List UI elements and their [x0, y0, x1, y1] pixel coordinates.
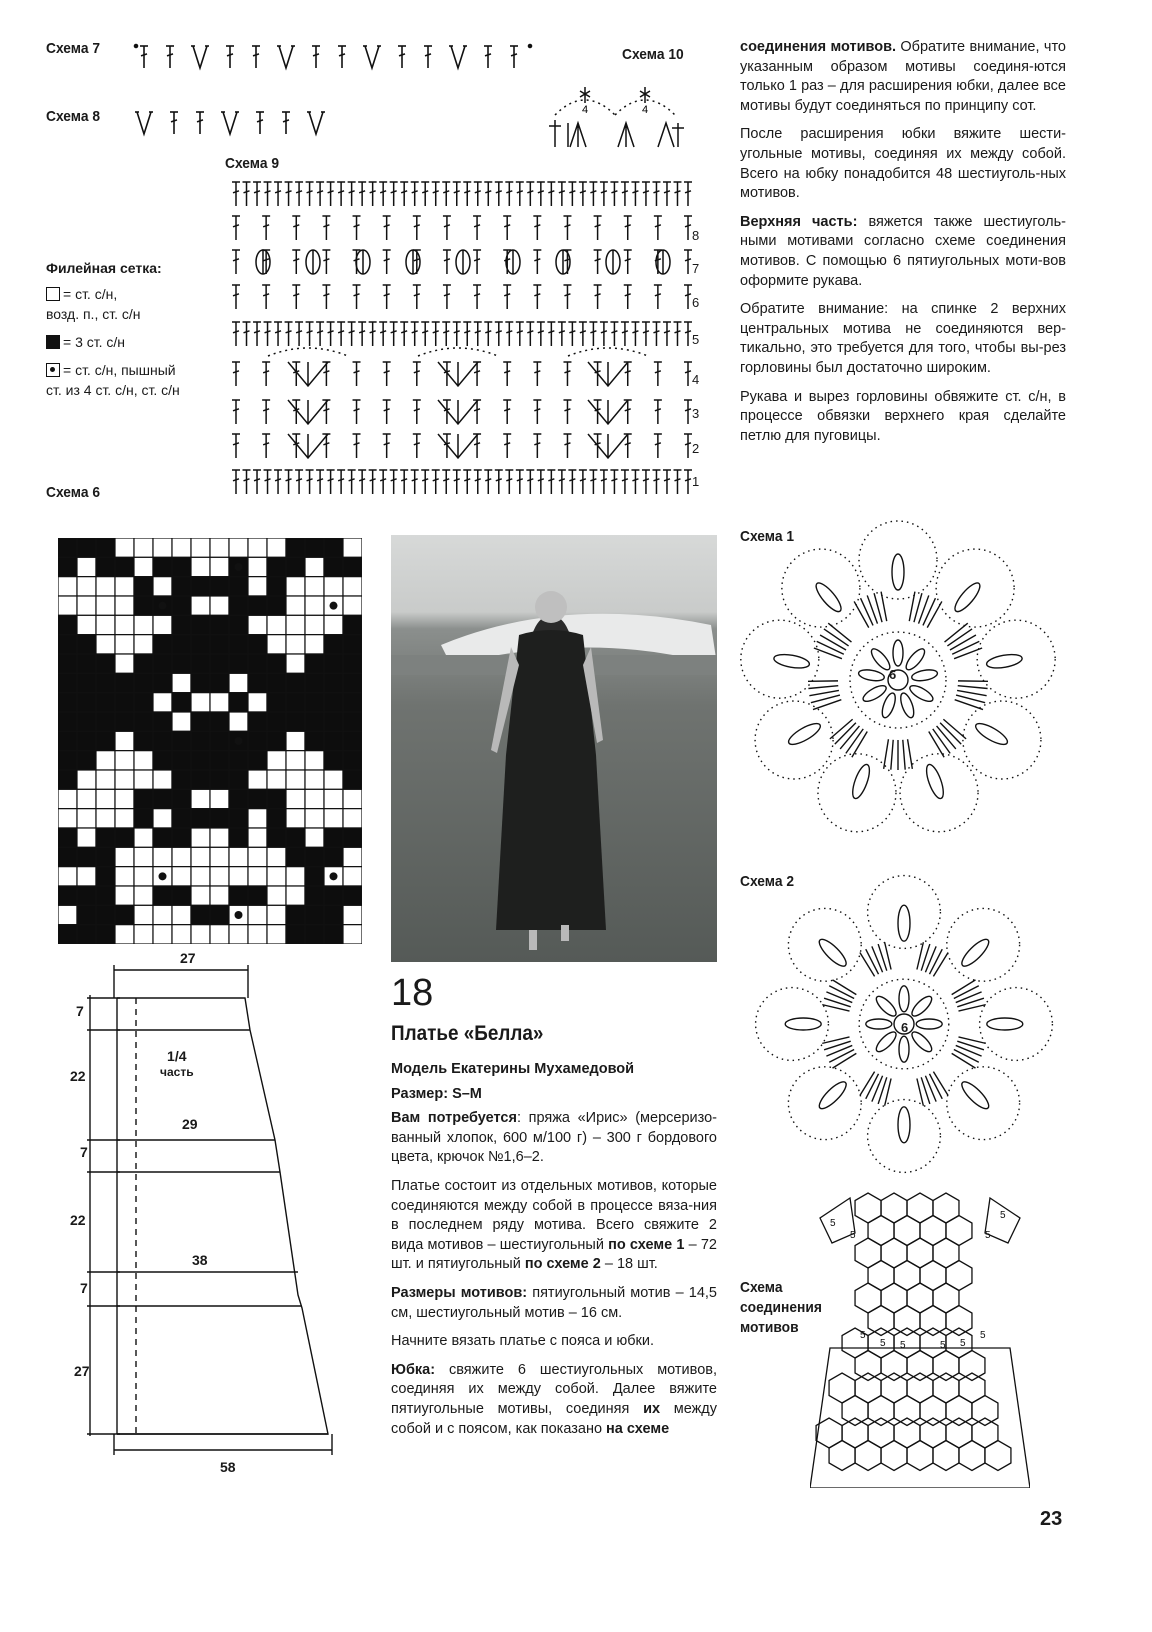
- scheme2-center-number: 6: [901, 1020, 909, 1035]
- p1-bold1: по схеме 1: [608, 1236, 685, 1253]
- scheme9-label: Схема 9: [225, 155, 280, 172]
- join-count: 5: [830, 1218, 836, 1229]
- scheme1-center-number: 6: [889, 667, 897, 682]
- scheme2-label: Схема 2: [740, 873, 795, 890]
- scheme9-row-2: 2: [692, 441, 700, 456]
- scheme9-row-6: 6: [692, 295, 700, 310]
- right-column: [740, 38, 1066, 455]
- skirt-label: Юбка:: [391, 1361, 436, 1378]
- right-p4: Обратите внимание: на спинке 2 верхних центральных мотива не соединяются вер-тикально, это требуется для того, чтобы вы-рез горловины был достаточно широким.: [740, 301, 1066, 376]
- dress-photo: [391, 535, 717, 962]
- scheme1-motif-diagram: [738, 508, 1068, 858]
- skirt-pattern-diagram: [70, 950, 360, 1485]
- scheme9-row-8: 8: [692, 228, 700, 243]
- scheme9-row-4: 4: [692, 372, 700, 387]
- right-p3: вяжется также шестиуголь-ными мотивами согласно схеме соединения мотивов. С помощью 6 пятиугольных моти-вов оформите рукава.: [740, 213, 1066, 289]
- page-number: 23: [1040, 1508, 1063, 1530]
- join-count: 5: [960, 1338, 966, 1349]
- scheme6-label: Схема 6: [46, 484, 101, 501]
- part-label: [160, 1048, 194, 1080]
- right-p2: После расширения юбки вяжите шести-угольные мотивы, соединяя их между собой. Всего на юбку понадобится 48 шестиуголь-ных мотивов.: [740, 126, 1066, 202]
- part-fraction: 1/4: [167, 1048, 187, 1064]
- scheme10-label: Схема 10: [622, 46, 684, 63]
- sizes-label: Размеры мотивов:: [391, 1284, 528, 1301]
- dim-h4: 22: [70, 1212, 86, 1228]
- dim-h1: 7: [76, 1003, 84, 1019]
- scheme10-count-b: 4: [642, 104, 649, 116]
- article-size: Размер: S–M: [391, 1085, 482, 1102]
- p1: Платье состоит из отдельных мотивов, которые соединяются между собой в процессе вяза-ния в последнем ряду мотива. Всего свяжите 2 вида мотивов – шестиугольный: [391, 1177, 717, 1253]
- scheme1-label: Схема 1: [740, 528, 795, 545]
- skirt-bold: их: [643, 1400, 661, 1417]
- scheme9-row-7: 7: [692, 261, 700, 276]
- p1-bold2: по схеме 2: [524, 1256, 601, 1273]
- empty-cell-icon: [46, 287, 60, 301]
- legend-item2: = 3 ст. с/н: [63, 334, 126, 350]
- part-word: часть: [160, 1065, 194, 1079]
- dim-bottom: 58: [220, 1459, 236, 1475]
- skirt-bold2: на схеме: [606, 1420, 670, 1437]
- p1-end: – 18 шт.: [604, 1256, 658, 1273]
- scheme7-symbols: [132, 38, 542, 84]
- sizes-text: пятиугольный мотив – 14,5 см, шестиугольный мотив – 16 см.: [391, 1284, 717, 1321]
- start-text: Начните вязать платье с пояса и юбки.: [391, 1333, 654, 1350]
- scheme9-row-1: 1: [692, 474, 700, 489]
- right-p1-bold: соединения мотивов.: [740, 39, 897, 55]
- join-count: 5: [860, 1330, 866, 1341]
- dim-h6: 27: [74, 1363, 90, 1379]
- article-body: [391, 1060, 717, 1448]
- join-count: 5: [850, 1230, 856, 1241]
- dim-h2: 22: [70, 1068, 86, 1084]
- dot-cell-icon: [46, 363, 60, 377]
- join-count: 5: [940, 1340, 946, 1351]
- article-number: 18: [391, 972, 434, 1014]
- dress-photo-figure: [391, 535, 717, 962]
- scheme7-diagram: [132, 38, 542, 78]
- dim-top: 27: [180, 950, 196, 966]
- article-author: Модель Екатерины Мухамедовой: [391, 1061, 635, 1077]
- legend-title: Филейная сетка:: [46, 260, 162, 276]
- join-label-2: соединения: [740, 1299, 822, 1316]
- right-p3-bold: Верхняя часть:: [740, 213, 858, 230]
- dim-h5: 7: [80, 1280, 88, 1296]
- dim-w3: 38: [192, 1252, 208, 1268]
- skirt-text2: между собой и с поясом, как показано: [391, 1400, 718, 1437]
- scheme9-diagram: [228, 178, 698, 503]
- scheme10-count-a: 4: [582, 104, 589, 116]
- scheme8-diagram: [128, 102, 338, 142]
- join-count: 5: [980, 1330, 986, 1341]
- join-scheme-diagram: [810, 1188, 1030, 1493]
- join-count: 5: [1000, 1210, 1006, 1221]
- scheme10-diagram: [540, 75, 690, 160]
- legend-item3-line1: = ст. с/н, пышный: [63, 362, 176, 378]
- legend-item3-line2: ст. из 4 ст. с/н, ст. с/н: [46, 382, 180, 398]
- p1-mid: – 72 шт. и пятиугольный: [391, 1236, 717, 1273]
- legend-item1-line2: возд. п., ст. с/н: [46, 306, 141, 322]
- dim-h3: 7: [80, 1144, 88, 1160]
- join-label-3: мотивов: [740, 1319, 799, 1336]
- legend-item1-line1: = ст. с/н,: [63, 286, 118, 302]
- join-count: 5: [900, 1340, 906, 1351]
- join-count: 5: [880, 1338, 886, 1349]
- scheme9-row-3: 3: [692, 406, 700, 421]
- right-p5: Рукава и вырез горловины обвяжите ст. с/н, в процессе обвязки верхнего края сделайте петлю для пуговицы.: [740, 388, 1066, 444]
- materials-text: : пряжа «Ирис» (мерсеризо-ванный хлопок, 600 м/100 г) – 300 г бордового цвета, крючок №1,6–2.: [391, 1110, 717, 1166]
- scheme8-label: Схема 8: [46, 108, 101, 125]
- scheme8-symbols: [128, 102, 338, 147]
- scheme9-row-5: 5: [692, 332, 700, 347]
- scheme6-filet-grid: [58, 538, 362, 949]
- right-p1: Обратите внимание, что указанным образом мотивы соединя-ются только 1 раз – для расширения юбки, далее все мотивы будут соединяться по принципу сот.: [740, 39, 1066, 114]
- article-title: Платье «Белла»: [391, 1022, 544, 1045]
- join-label-1: Схема: [740, 1279, 783, 1296]
- materials-label: Вам потребуется: [391, 1110, 517, 1127]
- filled-cell-icon: [46, 335, 60, 349]
- dim-w2: 29: [182, 1116, 198, 1132]
- scheme7-label: Схема 7: [46, 40, 101, 57]
- filet-legend: [46, 258, 226, 400]
- skirt-text: свяжите 6 шестиугольных мотивов, соединяя их между собой. Далее вяжите пятиугольные мотивы, соединяя: [391, 1361, 717, 1417]
- join-count: 5: [985, 1230, 991, 1241]
